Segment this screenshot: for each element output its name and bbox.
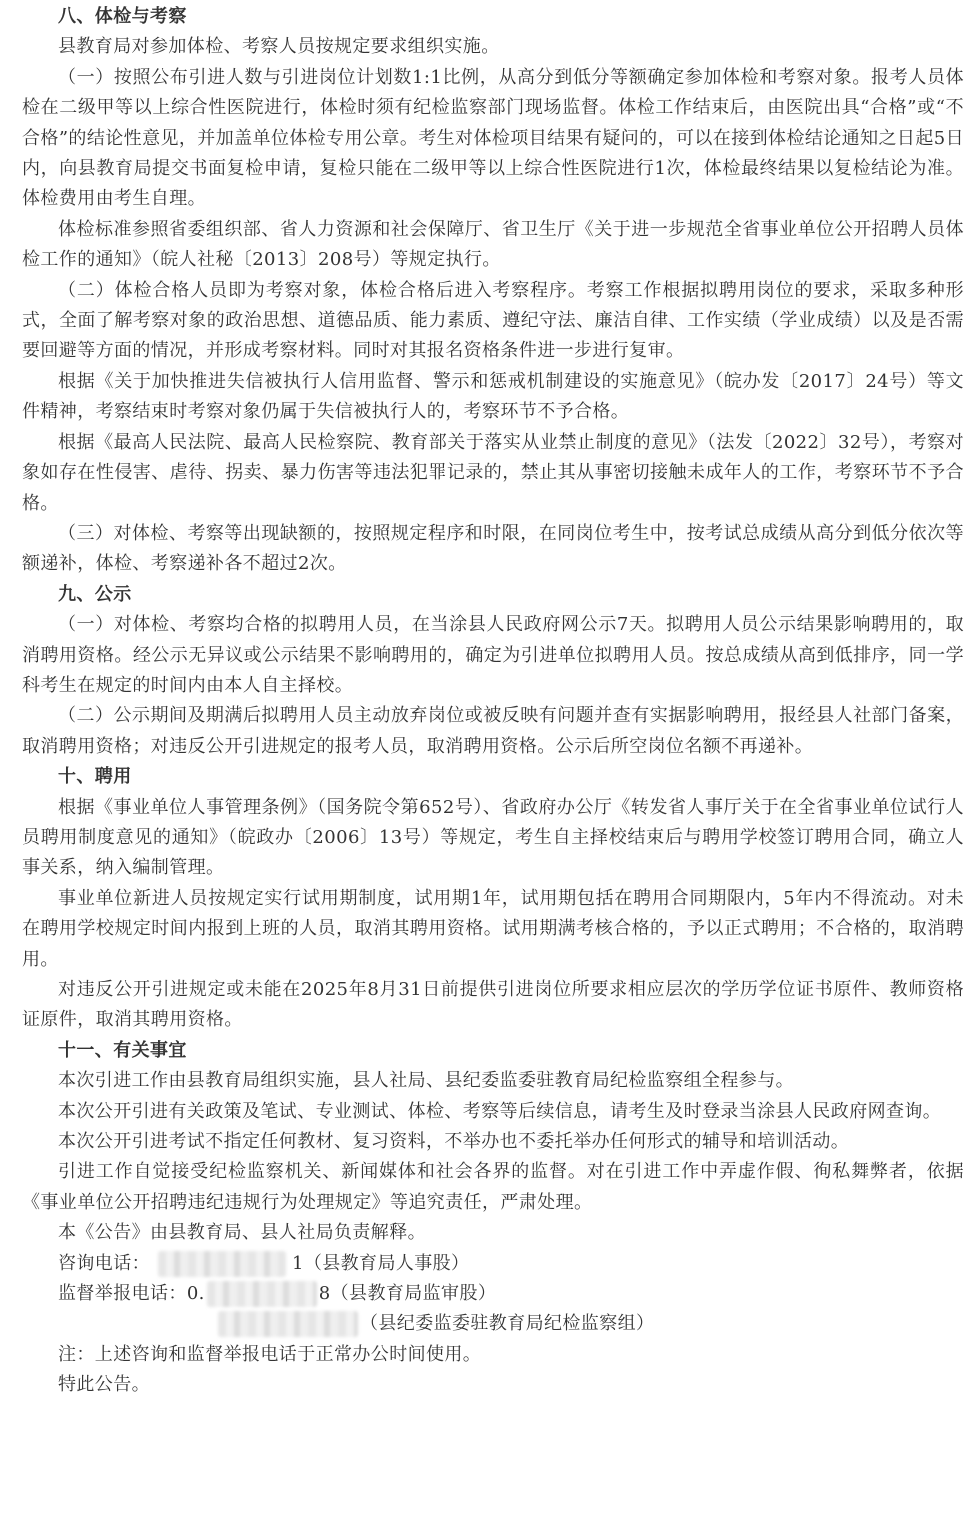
paragraph: 事业单位新进人员按规定实行试用期制度，试用期1年，试用期包括在聘用合同期限内，5年内不得流动。对未在聘用学校规定时间内报到上班的人员，取消其聘用资格。试用期满考核合格的，予以正式聘用；不合格的，取消聘用。 [22, 887, 964, 970]
closing-line: 特此公告。 [58, 1374, 150, 1396]
paragraph: （二）公示期间及期满后拟聘用人员主动放弃岗位或被反映有问题并查有实据影响聘用，报经县人社部门备案，取消聘用资格；对违反公开引进规定的报考人员，取消聘用资格。公示后所空岗位名额不再递补。 [22, 705, 964, 757]
report-phone-line-2 [22, 1309, 964, 1339]
paragraph: 引进工作自觉接受纪检监察机关、新闻媒体和社会各界的监督。对在引进工作中弄虚作假、徇私舞弊者，依据《事业单位公开招聘违纪违规行为处理规定》等追究责任，严肃处理。 [22, 1161, 964, 1213]
section-heading: 九、公示 [58, 583, 132, 605]
section-heading: 十、聘用 [58, 766, 132, 788]
paragraph: 本次引进工作由县教育局组织实施，县人社局、县纪委监委驻教育局纪检监察组全程参与。 [58, 1070, 794, 1092]
report-phone-head: 0. [186, 1283, 205, 1305]
paragraph: 对违反公开引进规定或未能在2025年8月31日前提供引进岗位所要求相应层次的学历学位证书原件、教师资格证原件，取消其聘用资格。 [22, 979, 964, 1031]
section-heading: 八、体检与考察 [58, 6, 187, 27]
paragraph: 根据《最高人民法院、最高人民检察院、教育部关于落实从业禁止制度的意见》（法发〔2022〕32号），考察对象如存在性侵害、虐待、拐卖、暴力伤害等违法犯罪记录的，禁止其从事密切接触未成年人的工作，考察环节不予合格。 [22, 431, 964, 514]
section-heading: 十一、有关事宜 [58, 1039, 187, 1061]
consult-phone-line [22, 1249, 964, 1279]
paragraph: 根据《关于加快推进失信被执行人信用监督、警示和惩戒机制建设的实施意见》（皖办发〔2017〕24号）等文件精神，考察结束时考察对象仍属于失信被执行人的，考察环节不予合格。 [22, 370, 964, 423]
paragraph: 本次公开引进有关政策及笔试、专业测试、体检、考察等后续信息，请考生及时登录当涂县人民政府网查询。 [58, 1100, 942, 1122]
usage-note: 注：上述咨询和监督举报电话于正常办公时间使用。 [58, 1343, 482, 1365]
report-phone2-tail: （县纪委监委驻教育局纪检监察组） [360, 1313, 655, 1335]
report-phone-line [22, 1279, 964, 1309]
paragraph: 体检标准参照省委组织部、省人力资源和社会保障厅、省卫生厅《关于进一步规范全省事业单位公开招聘人员体检工作的通知》（皖人社秘〔2013〕208号）等规定执行。 [22, 218, 964, 271]
paragraph: （二）体检合格人员即为考察对象，体检合格后进入考察程序。考察工作根据拟聘用岗位的要求，采取多种形式，全面了解考察对象的政治思想、道德品质、能力素质、遵纪守法、廉洁自律、工作实绩（学业成绩）以及是否需要回避等方面的情况，并形成考察材料。同时对其报名资格条件进一步进行复审。 [22, 279, 964, 362]
paragraph: （一）对体检、考察均合格的拟聘用人员，在当涂县人民政府网公示7天。拟聘用人员公示结果影响聘用的，取消聘用资格。经公示无异议或公示结果不影响聘用的，确定为引进单位拟聘用人员。按总成绩从高到低排序，同一学科考生在规定的时间内由本人自主择校。 [22, 614, 964, 696]
paragraph: 根据《事业单位人事管理条例》（国务院令第652号）、省政府办公厅《转发省人事厅关于在全省事业单位试行人员聘用制度意见的通知》（皖政办〔2006〕13号）等规定，考生自主择校结束后与聘用学校签订聘用合同，确立人事关系，纳入编制管理。 [22, 796, 964, 879]
paragraph: 县教育局对参加体检、考察人员按规定要求组织实施。 [58, 36, 500, 58]
consult-phone-tail: 1（县教育局人事股） [292, 1252, 470, 1274]
announcement-document [22, 2, 964, 1401]
paragraph: 本《公告》由县教育局、县人社局负责解释。 [58, 1222, 426, 1244]
redacted-phone [158, 1251, 286, 1277]
report-phone-label: 监督举报电话： [58, 1283, 187, 1305]
paragraph: （三）对体检、考察等出现缺额的，按照规定程序和时限，在同岗位考生中，按考试总成绩从高分到低分依次等额递补，体检、考察递补各不超过2次。 [22, 522, 964, 575]
consult-phone-label: 咨询电话： [58, 1252, 150, 1274]
redacted-phone [218, 1311, 358, 1337]
paragraph: 本次公开引进考试不指定任何教材、复习资料，不举办也不委托举办任何形式的辅导和培训活动。 [58, 1131, 850, 1153]
paragraph: （一）按照公布引进人数与引进岗位计划数1:1比例，从高分到低分等额确定参加体检和考察对象。报考人员体检在二级甲等以上综合性医院进行，体检时须有纪检监察部门现场监督。体检工作结束后，由医院出具“合格”或“不合格”的结论性意见，并加盖单位体检专用公章。考生对体检项目结果有疑问的，可以在接到体检结论通知之日起5日内，向县教育局提交书面复检申请，复检只能在二级甲等以上综合性医院进行1次，体检最终结果以复检结论为准。体检费用由考生自理。 [22, 66, 964, 210]
report-phone-tail: 8（县教育局监审股） [318, 1283, 497, 1305]
redacted-phone [207, 1281, 317, 1307]
